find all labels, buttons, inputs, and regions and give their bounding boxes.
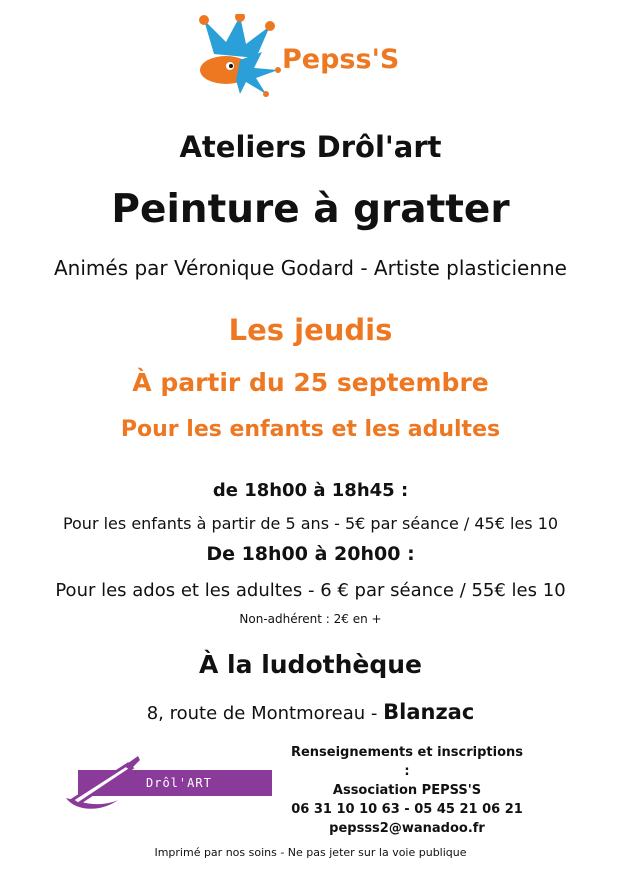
slot2-detail-price: 6 € par séance / 55€ les 10 xyxy=(320,580,566,601)
slot1-time: de 18h00 à 18h45 : xyxy=(212,480,409,501)
non-member-fee: Non-adhérent : 2€ en + xyxy=(239,612,382,626)
day-heading: Les jeudis xyxy=(228,313,393,347)
footer-note: Imprimé par nos soins - Ne pas jeter sur la voie publique xyxy=(154,846,467,859)
address xyxy=(0,700,621,724)
address-street: 8, route de Montmoreau - xyxy=(146,703,384,724)
jester-logo-icon xyxy=(196,14,282,98)
badge-label: Drôl'ART xyxy=(146,776,212,790)
slot2-detail xyxy=(0,580,621,601)
paintbrush-icon xyxy=(58,754,144,814)
workshop-title: Peinture à gratter xyxy=(111,187,510,232)
workshop-series-title: Ateliers Drôl'art xyxy=(179,130,442,164)
slot1-detail xyxy=(0,514,621,533)
contact-org: Association PEPSS'S xyxy=(332,783,482,798)
instructor-line: Animés par Véronique Godard - Artiste plasticienne xyxy=(54,256,567,280)
logo-text: Pepss'S xyxy=(282,44,400,75)
contact-heading: Renseignements et inscriptions : xyxy=(290,745,524,779)
location-heading: À la ludothèque xyxy=(199,650,422,679)
start-date: À partir du 25 septembre xyxy=(132,368,489,397)
slot2-time: De 18h00 à 20h00 : xyxy=(206,543,415,565)
contact-phones: 06 31 10 10 63 - 05 45 21 06 21 xyxy=(291,802,523,817)
slot1-detail-price: 5€ par séance / 45€ les 10 xyxy=(344,514,559,533)
address-city: Blanzac xyxy=(383,700,475,724)
audience: Pour les enfants et les adultes xyxy=(120,417,501,442)
contact-email[interactable]: pepsss2@wanadoo.fr xyxy=(329,821,485,836)
contact-block xyxy=(290,743,524,838)
slot2-detail-audience: Pour les ados et les adultes - xyxy=(55,580,321,601)
slot1-detail-audience: Pour les enfants à partir de 5 ans - xyxy=(62,514,345,533)
drolart-badge xyxy=(58,754,272,814)
